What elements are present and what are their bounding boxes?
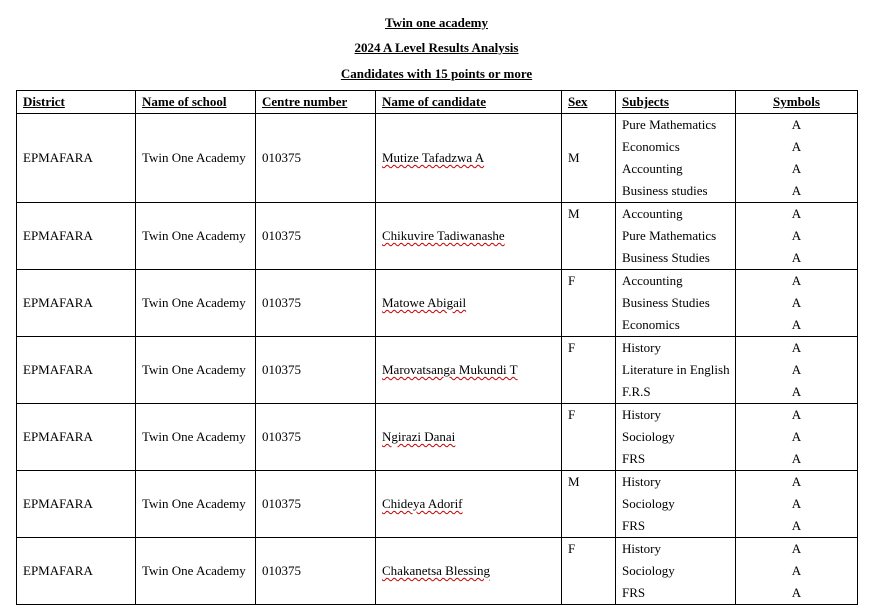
cell-sex: F [562,270,616,337]
cell-school: Twin One Academy [136,404,256,471]
cell-candidate [376,337,562,404]
cell-centre: 010375 [256,114,376,203]
subject: FRS [622,451,646,466]
cell-school: Twin One Academy [136,538,256,605]
subject: Literature in English [622,362,730,377]
cell-subjects [616,471,736,538]
column-header-school: Name of school [136,91,256,114]
symbol: A [791,451,802,466]
symbol: A [791,273,802,288]
results-table [16,90,858,605]
cell-sex: M [562,471,616,538]
cell-district: EPMAFARA [17,270,136,337]
cell-sex: M [562,114,616,203]
cell-centre: 010375 [256,471,376,538]
cell-subjects [616,404,736,471]
candidate-name: Chakanetsa Blessing [382,563,490,578]
cell-centre: 010375 [256,404,376,471]
subject: Sociology [622,496,675,511]
cell-district: EPMAFARA [17,114,136,203]
column-header-symbols: Symbols [736,91,858,114]
symbol: A [791,139,802,154]
cell-centre: 010375 [256,337,376,404]
candidate-name: Ngirazi Danai [382,429,456,444]
candidate-name: Matowe Abigail [382,295,467,310]
cell-school: Twin One Academy [136,471,256,538]
symbol: A [791,340,802,355]
symbol: A [791,228,802,243]
cell-subjects [616,337,736,404]
cell-candidate [376,203,562,270]
subject: History [622,340,661,355]
cell-symbols [736,471,858,538]
symbol: A [791,183,802,198]
cell-centre: 010375 [256,270,376,337]
cell-sex: M [562,203,616,270]
symbol: A [791,429,802,444]
symbol: A [791,474,802,489]
cell-candidate [376,404,562,471]
cell-school: Twin One Academy [136,337,256,404]
symbol: A [791,563,802,578]
subject: Business Studies [622,295,710,310]
cell-symbols [736,270,858,337]
subject: Pure Mathematics [622,117,717,132]
candidate-surname: Mutize Tafadzwa A [382,150,485,165]
symbol: A [791,317,802,332]
subject: Accounting [622,161,683,176]
subject: History [622,407,661,422]
subject: FRS [622,585,646,600]
symbol: A [791,384,802,399]
table-row [17,404,858,471]
table-row [17,337,858,404]
subject: History [622,541,661,556]
table-row [17,538,858,605]
cell-sex: F [562,404,616,471]
column-header-sex: Sex [562,91,616,114]
cell-school: Twin One Academy [136,114,256,203]
column-header-centre: Centre number [256,91,376,114]
cell-sex: F [562,538,616,605]
cell-school: Twin One Academy [136,203,256,270]
document-subtitle: 2024 A Level Results Analysis [354,40,519,55]
document-title: Twin one academy [384,15,489,30]
cell-symbols [736,114,858,203]
cell-district: EPMAFARA [17,538,136,605]
candidate-name: Chikuvire Tadiwanashe [382,228,505,243]
symbol: A [791,585,802,600]
subject: FRS [622,518,646,533]
cell-subjects [616,538,736,605]
symbol: A [791,518,802,533]
header-row [17,91,858,114]
cell-symbols [736,404,858,471]
cell-centre: 010375 [256,203,376,270]
cell-school: Twin One Academy [136,270,256,337]
cell-subjects [616,203,736,270]
subject: Pure Mathematics [622,228,717,243]
cell-sex: F [562,337,616,404]
candidate-name: Marovatsanga Mukundi T [382,362,518,377]
cell-candidate [376,270,562,337]
table-row [17,114,858,203]
cell-district: EPMAFARA [17,203,136,270]
subject: F.R.S [622,384,651,399]
symbol: A [791,496,802,511]
document-caption: Candidates with 15 points or more [340,66,533,81]
symbol: A [791,407,802,422]
subject: Sociology [622,429,675,444]
cell-subjects [616,270,736,337]
subject: Sociology [622,563,675,578]
column-header-district: District [17,91,136,114]
table-row [17,270,858,337]
candidate-name: Chideya Adorif [382,496,463,511]
table-row [17,471,858,538]
cell-district: EPMAFARA [17,337,136,404]
cell-district: EPMAFARA [17,471,136,538]
cell-candidate [376,538,562,605]
symbol: A [791,117,802,132]
cell-district: EPMAFARA [17,404,136,471]
column-header-subjects: Subjects [616,91,736,114]
subject: Accounting [622,273,683,288]
symbol: A [791,161,802,176]
cell-centre: 010375 [256,538,376,605]
subject: Business studies [622,183,708,198]
symbol: A [791,362,802,377]
cell-candidate [376,114,562,203]
subject: Accounting [622,206,683,221]
symbol: A [791,206,802,221]
cell-symbols [736,538,858,605]
symbol: A [791,541,802,556]
subject: History [622,474,661,489]
column-header-candidate: Name of candidate [376,91,562,114]
cell-subjects [616,114,736,203]
symbol: A [791,250,802,265]
cell-candidate [376,471,562,538]
table-row [17,203,858,270]
subject: Economics [622,317,680,332]
subject: Economics [622,139,680,154]
cell-symbols [736,203,858,270]
symbol: A [791,295,802,310]
cell-symbols [736,337,858,404]
subject: Business Studies [622,250,710,265]
